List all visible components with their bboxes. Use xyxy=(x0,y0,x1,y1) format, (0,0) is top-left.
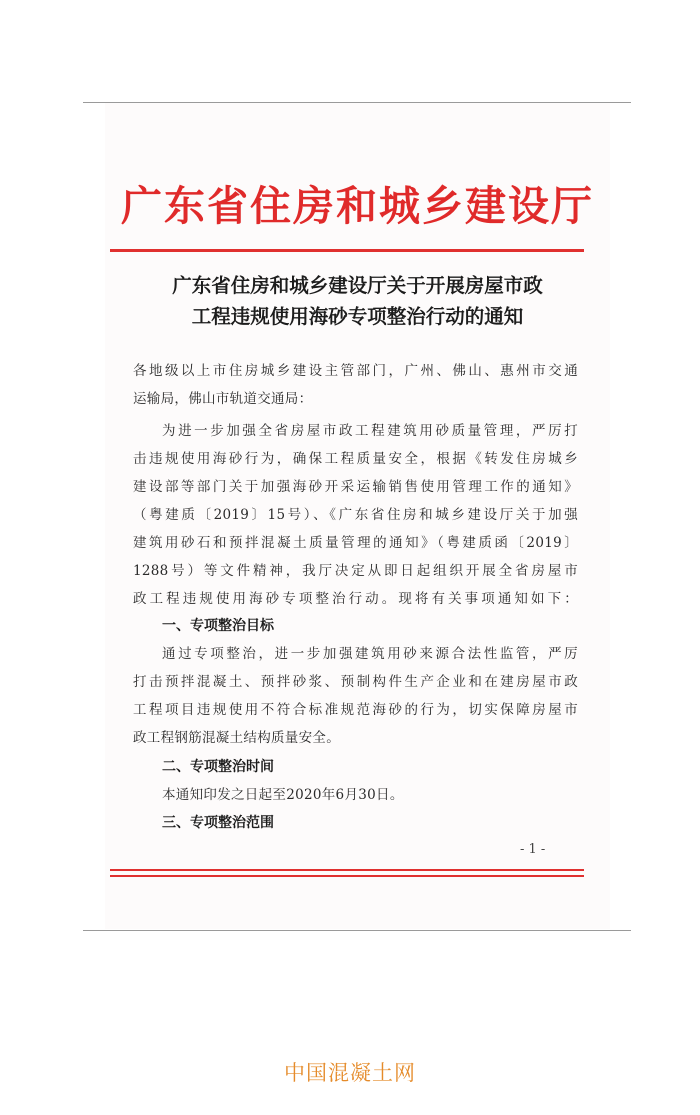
header-red-rule xyxy=(110,249,584,252)
body-line: 击违规使用海砂行为，确保工程质量安全，根据《转发住房城乡 xyxy=(133,451,578,467)
body-line: 通过专项整治，进一步加强建筑用砂来源合法性监管，严厉 xyxy=(162,646,578,662)
addressee-line: 各地级以上市住房城乡建设主管部门，广州、佛山、惠州市交通 xyxy=(133,363,578,379)
body-line: 本通知印发之日起至2020年6月30日。 xyxy=(162,787,404,803)
issuer-header: 广东省住房和城乡建设厅 xyxy=(121,182,594,230)
section-heading-3: 三、专项整治范围 xyxy=(162,815,274,831)
body-line: 建筑用砂石和预拌混凝土质量管理的通知》（粤建质函〔2019〕 xyxy=(133,535,578,551)
body-line: 1288号）等文件精神，我厅决定从即日起组织开展全省房屋市 xyxy=(133,563,578,579)
addressee-line: 运输局，佛山市轨道交通局： xyxy=(133,391,313,407)
body-line: 政工程钢筋混凝土结构质量安全。 xyxy=(133,730,340,746)
body-line: 建设部等部门关于加强海砂开采运输销售使用管理工作的通知》 xyxy=(133,479,578,495)
body-line: 打击预拌混凝土、预拌砂浆、预制构件生产企业和在建房屋市政 xyxy=(133,674,578,690)
section-heading-2: 二、专项整治时间 xyxy=(162,759,274,775)
document-title-line-1: 广东省住房和城乡建设厅关于开展房屋市政 xyxy=(172,274,543,297)
body-line: 工程项目违规使用不符合标准规范海砂的行为，切实保障房屋市 xyxy=(133,702,578,718)
body-line: （粤建质〔2019〕15号）、《广东省住房和城乡建设厅关于加强 xyxy=(133,507,578,523)
footer-red-rule xyxy=(110,875,584,877)
site-watermark: 中国混凝土网 xyxy=(284,1061,416,1085)
footer-red-rule xyxy=(110,869,584,871)
body-line: 政工程违规使用海砂专项整治行动。现将有关事项通知如下： xyxy=(133,591,578,607)
section-heading-1: 一、专项整治目标 xyxy=(162,618,274,634)
page-number: - 1 - xyxy=(520,842,546,857)
document-title-line-2: 工程违规使用海砂专项整治行动的通知 xyxy=(191,305,524,328)
scan-bottom-border xyxy=(83,930,631,931)
body-line: 为进一步加强全省房屋市政工程建筑用砂质量管理，严厉打 xyxy=(162,423,578,439)
